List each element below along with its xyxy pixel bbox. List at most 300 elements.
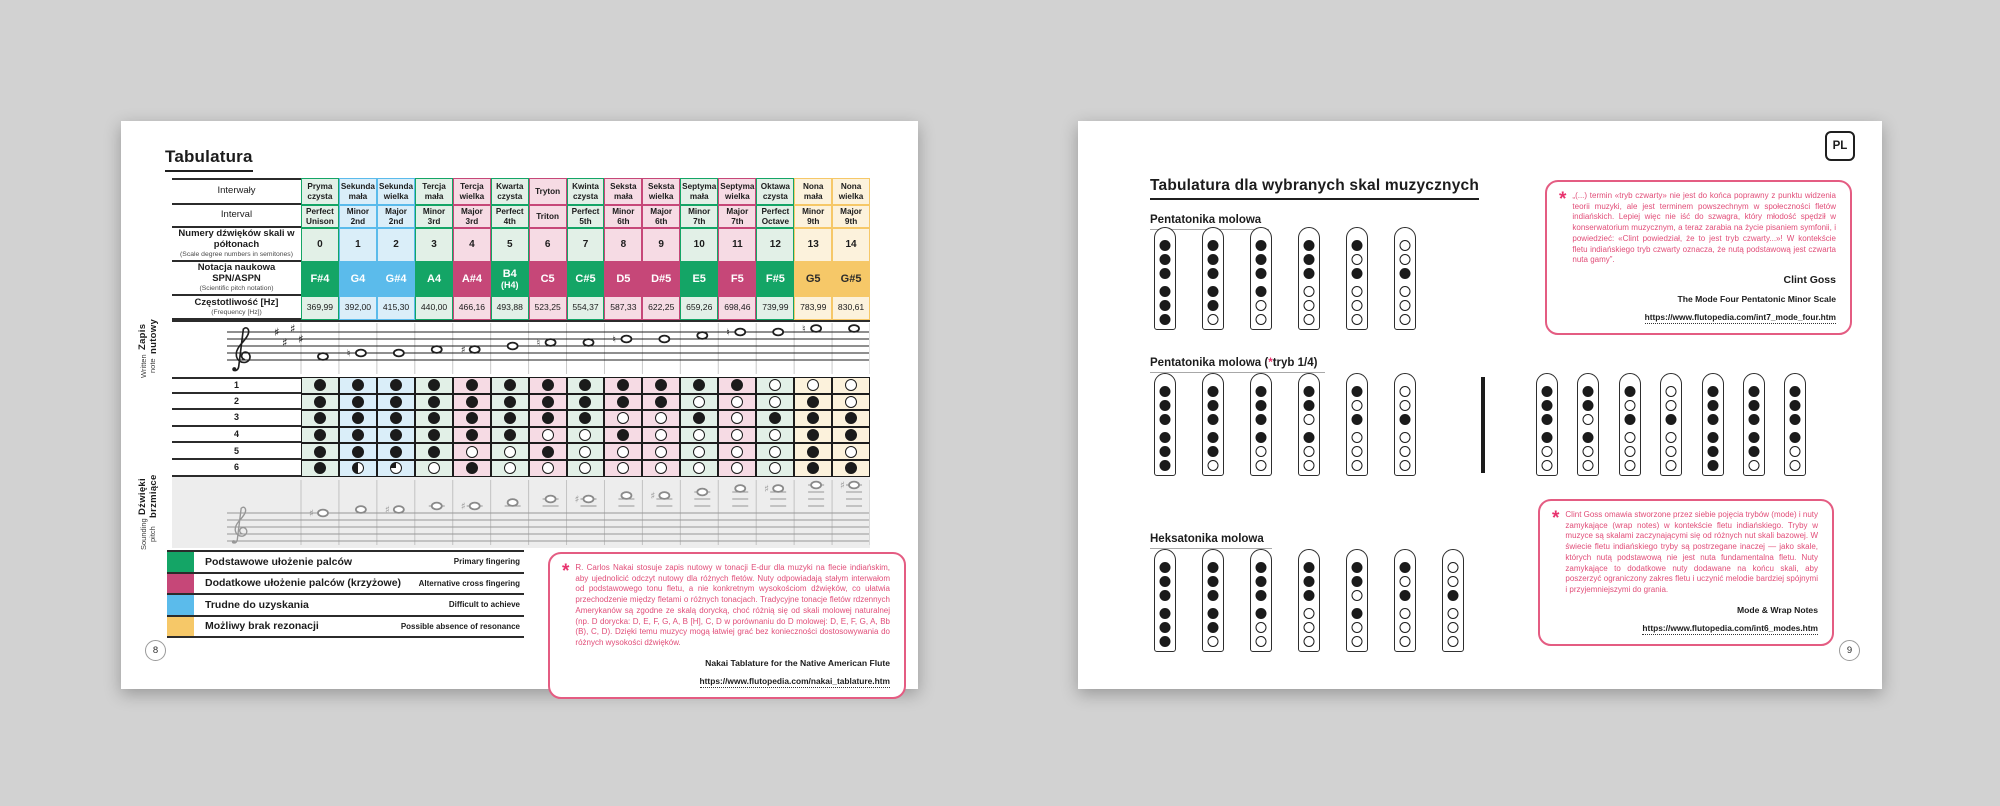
fingering-dot: [579, 379, 591, 391]
staff-note: [470, 503, 480, 510]
interval-name-en-cell: Perfect Octave: [756, 205, 794, 228]
interval-name-cell: Tercja mała: [415, 178, 453, 205]
fingering-dot: [504, 446, 516, 458]
interval-name-cell: Kwarta czysta: [491, 178, 529, 205]
interval-name-en-cell: Triton: [529, 205, 567, 228]
fingering-dot: [352, 462, 364, 474]
flute-hole: [1304, 432, 1315, 443]
flute-diagram: [1394, 549, 1416, 652]
fingering-cell: [642, 377, 680, 394]
asterisk-icon: *: [562, 561, 570, 582]
fingering-dot: [845, 379, 857, 391]
flute-hole: [1352, 590, 1363, 601]
interval-name-en-cell: Minor 6th: [604, 205, 642, 228]
frequency-cell: 659,26: [680, 296, 718, 320]
flute-hole: [1400, 460, 1411, 471]
key-signature-sharp: ♯: [274, 325, 280, 339]
fingering-cell: [718, 394, 756, 411]
fingering-cell: [832, 377, 870, 394]
flute-diagram: [1154, 227, 1176, 330]
flute-hole: [1256, 300, 1267, 311]
flute-hole: [1790, 460, 1801, 471]
flute-hole: [1256, 622, 1267, 633]
flute-row-pentatonic: [1154, 227, 1416, 330]
fingering-cell: [529, 377, 567, 394]
fingering-cell: [794, 427, 832, 444]
staff-note: [811, 482, 821, 489]
note-cell: G4: [339, 262, 377, 296]
semitone-cell: 9: [642, 228, 680, 262]
note-box-author: Clint Goss: [1783, 274, 1836, 287]
flute-hole: [1256, 562, 1267, 573]
frequency-cell: 783,99: [794, 296, 832, 320]
flute-hole: [1160, 268, 1171, 279]
note-box-text: R. Carlos Nakai stosuje zapis nutowy w tonacji E-dur dla muzyki na flecie indiańskim, aby ujednolicić odczyt nutowy dla różnych fletów. Nuty odpowiadają stałym interwałom od podstawowego tonu fletu, a nie konkretnym wysokościom dźwięków, co ułatwia przechodzenie między fletami o różnych tonacjach. Tradycyjne tonacje fletów rdzennych Amerykanów są zgodne ze skalą dorycką, choć różnią się od skali molowej naturalnej (np. D dorycka: D, E, F, G, A, B [H], C, D w porównaniu do D molowej: D, E, F, G, A, Bb (B), C, D). Dzięki temu muzycy mogą łatwiej grać bez konieczności dostosowywania do różnych wysokości dźwięków.: [575, 563, 890, 648]
fingering-dot: [617, 446, 629, 458]
flute-hole: [1160, 590, 1171, 601]
flute-hole: [1352, 432, 1363, 443]
fingering-dot: [466, 462, 478, 474]
fingering-cell: [377, 460, 415, 477]
flute-hole: [1352, 608, 1363, 619]
flute-diagram: [1442, 549, 1464, 652]
fingering-grid: [172, 377, 870, 477]
staff-note: [318, 353, 328, 360]
mode-four-note-box: [1545, 180, 1852, 335]
flute-hole: [1304, 446, 1315, 457]
note-box-attribution: Nakai Tablature for the Native American Flute: [705, 657, 890, 668]
section-heading-hexatonic: Heksatonika molowa: [1150, 533, 1272, 549]
flute-diagram: [1660, 373, 1682, 476]
flute-hole: [1256, 254, 1267, 265]
flute-hole: [1256, 414, 1267, 425]
flute-hole: [1583, 386, 1594, 397]
written-note-label: Written note Zapis nutowy: [137, 319, 159, 378]
note-cell: G5: [794, 262, 832, 296]
written-note-staff: [172, 320, 870, 382]
hole-row-label: 1: [172, 377, 301, 394]
flute-hole: [1256, 314, 1267, 325]
fingering-cell: [680, 394, 718, 411]
fingering-cell: [642, 410, 680, 427]
fingering-cell: [604, 460, 642, 477]
flute-hole: [1666, 400, 1677, 411]
legend-row: [167, 574, 524, 596]
flute-hole: [1666, 432, 1677, 443]
interval-name-cell: Oktawa czysta: [756, 178, 794, 205]
fingering-dot: [504, 396, 516, 408]
semitone-cell: 6: [529, 228, 567, 262]
fingering-dot: [655, 446, 667, 458]
flute-diagram: [1298, 373, 1320, 476]
legend-label-pl: Trudne do uzyskania: [205, 598, 309, 611]
fingering-cell: [642, 443, 680, 460]
flute-hole: [1160, 446, 1171, 457]
page-number-left: 8: [145, 640, 166, 661]
flutopedia-link[interactable]: https://www.flutopedia.com/int6_modes.htm: [1642, 622, 1818, 636]
flute-hole: [1790, 432, 1801, 443]
staff-note: [773, 485, 783, 492]
flute-hole: [1583, 400, 1594, 411]
fingering-dot: [807, 412, 819, 424]
yellow-swatch: [167, 617, 194, 637]
flute-hole: [1583, 432, 1594, 443]
staff-note: [432, 346, 442, 353]
staff-note: [697, 489, 707, 496]
flute-diagram: [1394, 373, 1416, 476]
blue-swatch: [167, 595, 194, 615]
flute-diagram: [1202, 549, 1224, 652]
flute-hole: [1448, 636, 1459, 647]
fingering-cell: [529, 394, 567, 411]
note-cell: G#4: [377, 262, 415, 296]
interval-name-en-cell: Major 2nd: [377, 205, 415, 228]
fingering-cell: [453, 410, 491, 427]
frequency-cell: 440,00: [415, 296, 453, 320]
fingering-cell: [453, 427, 491, 444]
flute-hole: [1208, 414, 1219, 425]
interval-name-en-cell: Minor 3rd: [415, 205, 453, 228]
flute-hole: [1352, 400, 1363, 411]
flute-hole: [1352, 636, 1363, 647]
staff-note: [584, 339, 594, 346]
flute-hole: [1448, 590, 1459, 601]
flute-hole: [1400, 576, 1411, 587]
accidental: ♮: [802, 324, 806, 336]
flute-diagram: [1250, 373, 1272, 476]
fingering-cell: [567, 460, 605, 477]
fingering-dot: [769, 412, 781, 424]
row-label: Notacja naukowa SPN/ASPN (Scientific pitch notation): [172, 262, 301, 296]
staff-note: [546, 339, 556, 346]
semitone-cell: 4: [453, 228, 491, 262]
flute-hole: [1624, 386, 1635, 397]
fingering-cell: [377, 427, 415, 444]
flute-row-hexatonic: [1154, 549, 1464, 652]
fingering-dot: [504, 462, 516, 474]
row-label: Częstotliwość [Hz] (Frequency [Hz]): [172, 296, 301, 320]
fingering-dot: [314, 412, 326, 424]
frequency-cell: 466,16: [453, 296, 491, 320]
asterisk-icon: *: [1552, 508, 1560, 529]
flute-hole: [1448, 622, 1459, 633]
fingering-cell: [832, 443, 870, 460]
color-legend: [167, 550, 524, 638]
staff-note: [621, 492, 631, 499]
staff-note: [394, 350, 404, 357]
modes-wrap-notes-box: [1538, 499, 1834, 646]
interval-name-cell: Tryton: [529, 178, 567, 205]
interval-name-cell: Septyma wielka: [718, 178, 756, 205]
staff-note: [621, 336, 631, 343]
staff-note: [356, 350, 366, 357]
flute-hole: [1304, 300, 1315, 311]
flute-hole: [1400, 240, 1411, 251]
flute-hole: [1624, 446, 1635, 457]
page-left: [121, 121, 918, 689]
flute-diagram: [1298, 227, 1320, 330]
fingering-cell: [301, 394, 339, 411]
fingering-dot: [655, 462, 667, 474]
accidental: ♮: [346, 348, 351, 360]
flute-hole: [1208, 254, 1219, 265]
note-cell: D#5: [642, 262, 680, 296]
frequency-cell: 415,30: [377, 296, 415, 320]
fingering-dot: [390, 462, 402, 474]
flute-hole: [1160, 400, 1171, 411]
flute-hole: [1352, 286, 1363, 297]
flute-hole: [1208, 300, 1219, 311]
flute-hole: [1256, 240, 1267, 251]
fingering-dot: [731, 446, 743, 458]
fingering-dot: [807, 462, 819, 474]
fingering-cell: [491, 443, 529, 460]
flute-hole: [1160, 460, 1171, 471]
flute-hole: [1208, 622, 1219, 633]
flute-hole: [1400, 254, 1411, 265]
flute-hole: [1352, 414, 1363, 425]
flute-diagram: [1298, 549, 1320, 652]
fingering-cell: [756, 443, 794, 460]
note-cell: F5: [718, 262, 756, 296]
fingering-dot: [845, 446, 857, 458]
fingering-cell: [491, 377, 529, 394]
fingering-cell: [339, 460, 377, 477]
flute-hole: [1666, 446, 1677, 457]
flute-hole: [1208, 286, 1219, 297]
accidental: ♮: [612, 334, 617, 346]
hole-row-label: 6: [172, 460, 301, 477]
flute-diagram: [1577, 373, 1599, 476]
fingering-dot: [542, 379, 554, 391]
fingering-dot: [845, 462, 857, 474]
staff-note: [546, 496, 556, 503]
flute-hole: [1208, 268, 1219, 279]
fingering-dot: [807, 429, 819, 441]
flute-diagram: [1346, 227, 1368, 330]
fingering-cell: [453, 460, 491, 477]
flutopedia-link[interactable]: https://www.flutopedia.com/int7_mode_four.htm: [1645, 311, 1836, 325]
frequency-cell: 523,25: [529, 296, 567, 320]
flute-hole: [1160, 432, 1171, 443]
flute-hole: [1160, 562, 1171, 573]
fingering-cell: [377, 443, 415, 460]
fingering-dot: [504, 429, 516, 441]
fingering-dot: [314, 446, 326, 458]
fingering-dot: [314, 429, 326, 441]
flute-hole: [1400, 300, 1411, 311]
fingering-cell: [756, 410, 794, 427]
fingering-cell: [794, 410, 832, 427]
semitone-cell: 5: [491, 228, 529, 262]
fingering-dot: [617, 412, 629, 424]
fingering-dot: [693, 446, 705, 458]
interval-table: [172, 178, 870, 322]
interval-name-en-cell: Minor 7th: [680, 205, 718, 228]
fingering-dot: [693, 396, 705, 408]
fingering-cell: [415, 377, 453, 394]
accidental: ♯: [460, 501, 466, 513]
fingering-cell: [794, 394, 832, 411]
flute-hole: [1624, 432, 1635, 443]
fingering-dot: [845, 412, 857, 424]
fingering-cell: [567, 377, 605, 394]
flute-hole: [1304, 590, 1315, 601]
fingering-dot: [352, 446, 364, 458]
flute-hole: [1256, 386, 1267, 397]
note-cell: B4 (H4): [491, 262, 529, 296]
note-cell: E5: [680, 262, 718, 296]
page-number-right: 9: [1839, 640, 1860, 661]
flute-hole: [1256, 432, 1267, 443]
flute-hole: [1707, 386, 1718, 397]
asterisk-icon: *: [1559, 189, 1567, 210]
fingering-cell: [756, 394, 794, 411]
flute-hole: [1583, 446, 1594, 457]
fingering-cell: [718, 410, 756, 427]
fingering-cell: [301, 377, 339, 394]
flute-hole: [1304, 240, 1315, 251]
flute-hole: [1160, 576, 1171, 587]
fingering-dot: [807, 396, 819, 408]
interval-name-en-cell: Major 7th: [718, 205, 756, 228]
flute-hole: [1256, 636, 1267, 647]
fingering-dot: [731, 412, 743, 424]
sounding-pitch-staff: [172, 477, 870, 553]
frequency-cell: 622,25: [642, 296, 680, 320]
staff-note: [584, 496, 594, 503]
accidental: ♮: [726, 327, 730, 339]
key-signature-sharp: ♯: [290, 321, 296, 336]
flute-hole: [1304, 414, 1315, 425]
interval-name-en-cell: Minor 2nd: [339, 205, 377, 228]
flute-hole: [1542, 446, 1553, 457]
flute-hole: [1352, 240, 1363, 251]
accidental: ♮: [536, 338, 541, 350]
interval-name-en-cell: Major 6th: [642, 205, 680, 228]
fingering-cell: [680, 460, 718, 477]
interval-name-en-cell: Minor 9th: [794, 205, 832, 228]
fingering-dot: [769, 379, 781, 391]
flute-hole: [1208, 400, 1219, 411]
staff-note: [432, 503, 442, 510]
staff-note: [470, 346, 480, 353]
fingering-dot: [352, 429, 364, 441]
legend-label-pl: Podstawowe ułożenie palców: [205, 555, 353, 568]
flute-hole: [1748, 446, 1759, 457]
flute-hole: [1352, 386, 1363, 397]
flutopedia-link[interactable]: https://www.flutopedia.com/nakai_tablature.htm: [700, 675, 890, 689]
fingering-dot: [845, 396, 857, 408]
fingering-dot: [428, 412, 440, 424]
frequency-cell: 369,99: [301, 296, 339, 320]
flute-hole: [1707, 414, 1718, 425]
flute-hole: [1304, 576, 1315, 587]
frequency-cell: 587,33: [604, 296, 642, 320]
sounding-pitch-label: Sounding pitch Dźwięki brzmiące: [137, 474, 159, 551]
interval-name-en-cell: Major 9th: [832, 205, 870, 228]
fingering-cell: [642, 394, 680, 411]
fingering-dot: [579, 412, 591, 424]
fingering-cell: [567, 410, 605, 427]
fingering-dot: [542, 446, 554, 458]
flute-diagram: [1346, 549, 1368, 652]
flute-hole: [1304, 286, 1315, 297]
note-box-source: The Mode Four Pentatonic Minor Scale: [1677, 293, 1836, 304]
staff-note: [849, 325, 859, 332]
flute-hole: [1304, 268, 1315, 279]
flute-hole: [1304, 400, 1315, 411]
semitone-cell: 0: [301, 228, 339, 262]
frequency-cell: 392,00: [339, 296, 377, 320]
flute-hole: [1352, 314, 1363, 325]
flute-diagram: [1346, 373, 1368, 476]
fingering-dot: [428, 396, 440, 408]
legend-label-en: Primary fingering: [453, 557, 520, 567]
fingering-dot: [466, 412, 478, 424]
fingering-cell: [604, 443, 642, 460]
fingering-cell: [567, 427, 605, 444]
fingering-cell: [491, 410, 529, 427]
flute-hole: [1542, 414, 1553, 425]
fingering-cell: [377, 394, 415, 411]
note-box-text: „(...) termin «tryb czwarty» nie jest do końca poprawny z punktu widzenia teorii muzyki, ale jest terminem powszechnym w społeczności fletów indiańskich. Lepiej więc nie iść do szwagra, który młodość spędził w konserwatorium muzycznym, a teraz zarabia na życie pisaniem symfonii, i powiedzieć: «Clint powiedział, że to jest tryb czwarty...»! W kontekście fletu indiańskiego tryb czwarty oznacza, że nutą podstawową jest czwarta nuta gamy”.: [1572, 191, 1836, 265]
flute-hole: [1352, 562, 1363, 573]
flute-hole: [1352, 460, 1363, 471]
semitone-cell: 8: [604, 228, 642, 262]
flute-hole: [1400, 636, 1411, 647]
interval-name-cell: Nona mała: [794, 178, 832, 205]
flute-hole: [1160, 622, 1171, 633]
flute-hole: [1748, 400, 1759, 411]
flute-hole: [1790, 386, 1801, 397]
legend-label-en: Possible absence of resonance: [400, 621, 520, 631]
flute-hole: [1208, 386, 1219, 397]
group-divider: [1481, 377, 1485, 473]
fingering-dot: [579, 462, 591, 474]
flute-hole: [1400, 286, 1411, 297]
staff-note: [659, 492, 669, 499]
note-cell: A4: [415, 262, 453, 296]
frequency-cell: 493,88: [491, 296, 529, 320]
interval-name-en-cell: Major 3rd: [453, 205, 491, 228]
flute-hole: [1256, 446, 1267, 457]
fingering-dot: [504, 379, 516, 391]
interval-name-cell: Sekunda wielka: [377, 178, 415, 205]
fingering-cell: [756, 460, 794, 477]
flute-hole: [1208, 608, 1219, 619]
flute-hole: [1542, 400, 1553, 411]
accidental: ♯: [460, 345, 466, 357]
flute-hole: [1304, 562, 1315, 573]
fingering-cell: [339, 443, 377, 460]
fingering-dot: [579, 429, 591, 441]
fingering-dot: [504, 412, 516, 424]
flute-hole: [1208, 446, 1219, 457]
flute-hole: [1256, 576, 1267, 587]
fingering-dot: [693, 379, 705, 391]
legend-label-en: Alternative cross fingering: [418, 578, 520, 588]
fingering-dot: [579, 446, 591, 458]
green-swatch: [167, 552, 194, 572]
staff-note: [773, 329, 783, 336]
fingering-dot: [390, 396, 402, 408]
fingering-dot: [390, 379, 402, 391]
interval-name-en-cell: Perfect 4th: [491, 205, 529, 228]
staff-note: [849, 482, 859, 489]
flute-hole: [1208, 590, 1219, 601]
legend-row: [167, 595, 524, 617]
